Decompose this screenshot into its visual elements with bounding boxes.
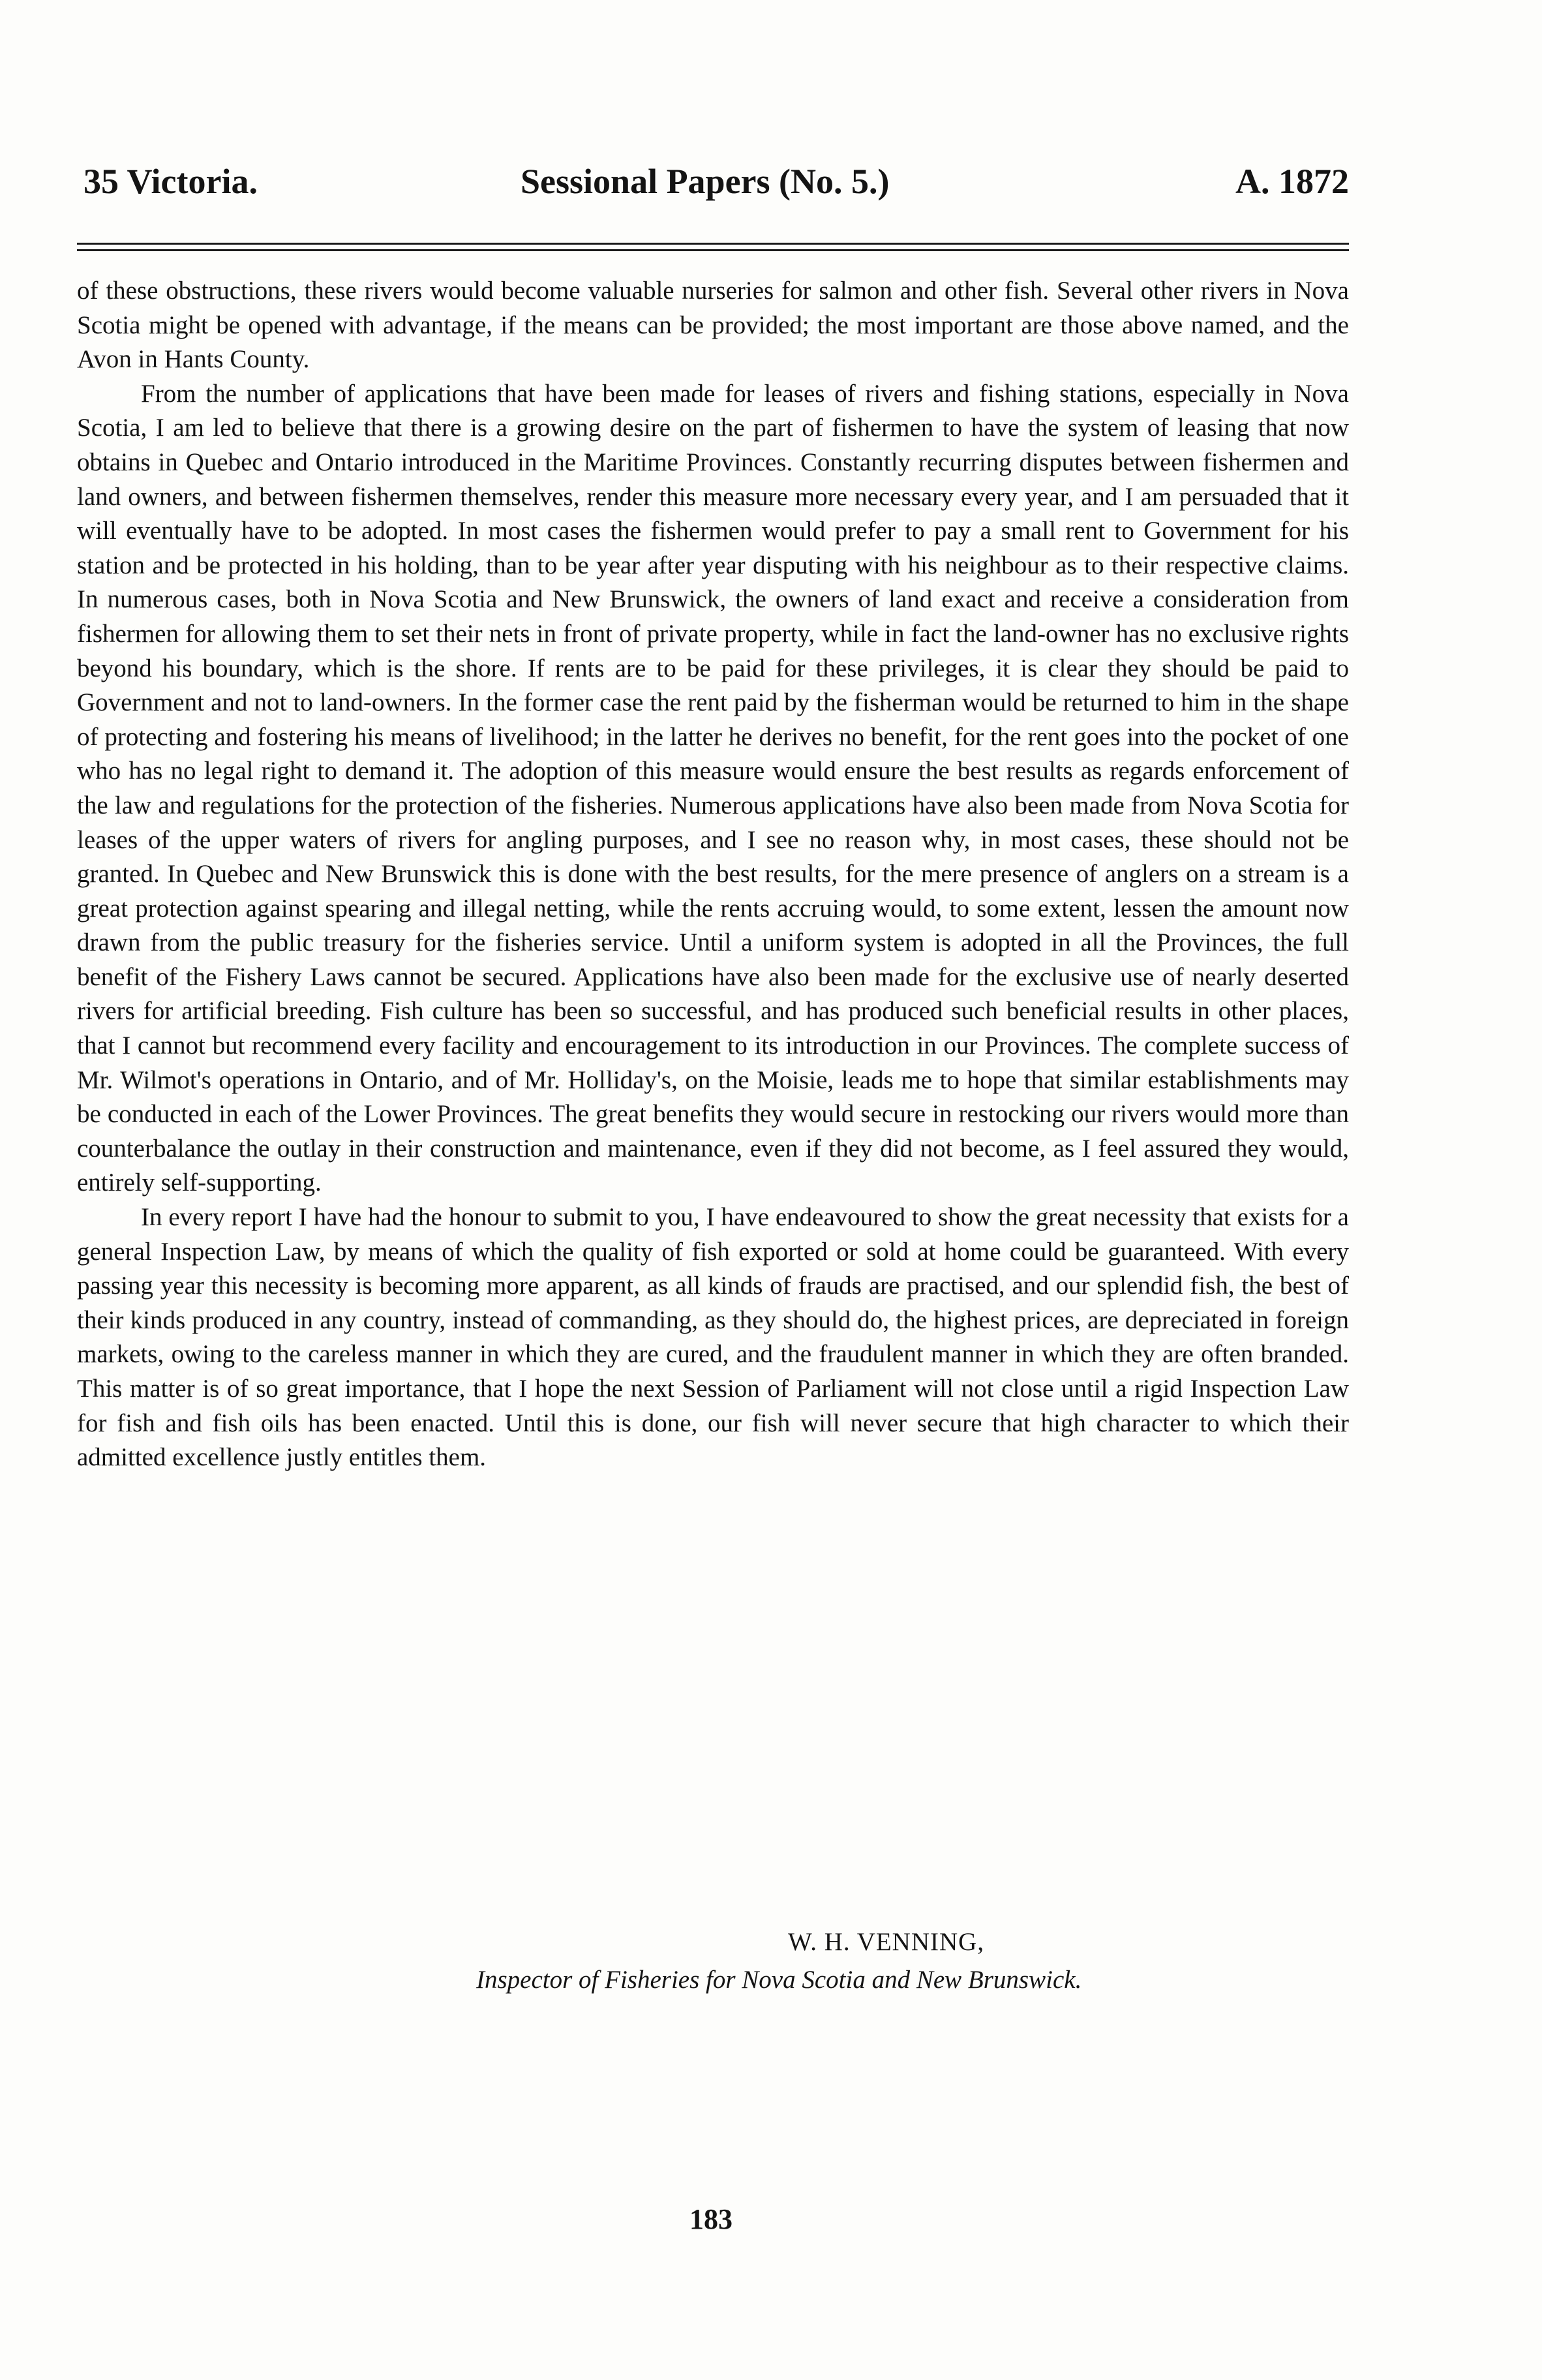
paragraph-leases: From the number of applications that have been made for leases of rivers and fishing stations, especially in Nova Scotia, I am led to believe that there is a growing desire on the part of fishermen to have the system of leasing that now obtains in Quebec and Ontario introduced in the Maritime Provinces. Constantly recurring disputes between fishermen and land owners, and between fishermen themselves, render this measure more necessary every year, and I am persuaded that it will eventually have to be adopted. In most cases the fishermen would prefer to pay a small rent to Government for his station and be protected in his holding, than to be year after year disputing with his neighbour as to their respective claims. In numerous cases, both in Nova Scotia and New Brunswick, the owners of land exact and receive a consideration from fishermen for allowing them to set their nets in front of private property, while in fact the land-owner has no exclusive rights beyond his boundary, which is the shore. If rents are to be paid for these privileges, it is clear they should be paid to Government and not to land-owners. In the former case the rent paid by the fisherman would be returned to him in the shape of protecting and fostering his means of livelihood; in the latter he derives no benefit, for the rent goes into the pocket of one who has no legal right to demand it. The adoption of this measure would ensure the best results as regards enforcement of the law and regulations for the protection of the fisheries. Numerous applications have also been made from Nova Scotia for leases of the upper waters of rivers for angling purposes, and I see no reason why, in most cases, these should not be granted. In Quebec and New Brunswick this is done with the best results, for the mere presence of anglers on a stream is a great protection against spearing and illegal netting, while the rents accruing would, to some extent, lessen the amount now drawn from the public treasury for the fisheries service. Until a uniform system is adopted in all the Provinces, the full benefit of the Fishery Laws cannot be secured. Applications have also been made for the exclusive use of nearly deserted rivers for artificial breeding. Fish culture has been so successful, and has produced such beneficial results in other places, that I cannot but recommend every facility and encouragement to its introduction in our Provinces. The complete success of Mr. Wilmot's operations in Ontario, and of Mr. Holliday's, on the Moisie, leads me to hope that similar establishments may be conducted in each of the Lower Provinces. The great benefits they would secure in restocking our rivers would more than counterbalance the outlay in their construction and maintenance, even if they did not become, as I feel assured they would, entirely self-supporting.	[77, 379, 1349, 1197]
paragraph-continuation: of these obstructions, these rivers would become valuable nurseries for salmon and other fish. Several other rivers in Nova Scotia might be opened with advantage, if the means can be provided; the most important are those above named, and the Avon in Hants County.	[77, 277, 1349, 374]
signatory-name: W. H. VENNING,	[788, 1928, 985, 1956]
running-header	[77, 155, 1349, 207]
signatory-title: Inspector of Fisheries for Nova Scotia and New Brunswick.	[476, 1966, 1082, 1994]
header-rule-upper	[77, 243, 1349, 245]
page-number: 183	[689, 2203, 733, 2235]
body-text	[77, 274, 1349, 1475]
paragraph-inspection-law: In every report I have had the honour to submit to you, I have endeavoured to show the great necessity that exists for a general Inspection Law, by means of which the quality of fish exported or sold at home could be guaranteed. With every passing year this necessity is becoming more apparent, as all kinds of frauds are practised, and our splendid fish, the best of their kinds produced in any country, instead of commanding, as they should do, the highest prices, are depreciated in foreign markets, owing to the careless manner in which they are cured, and the fraudulent manner in which they are often branded. This matter is of so great importance, that I hope the next Session of Parliament will not close until a rigid Inspection Law for fish and fish oils has been enacted. Until this is done, our fish will never secure that high character to which their admitted excellence justly entitles them.	[77, 1203, 1349, 1472]
header-year: A. 1872	[1235, 162, 1349, 201]
header-title: Sessional Papers (No. 5.)	[521, 162, 890, 201]
header-rule-lower	[77, 249, 1349, 251]
header-session: 35 Victoria.	[83, 162, 258, 201]
